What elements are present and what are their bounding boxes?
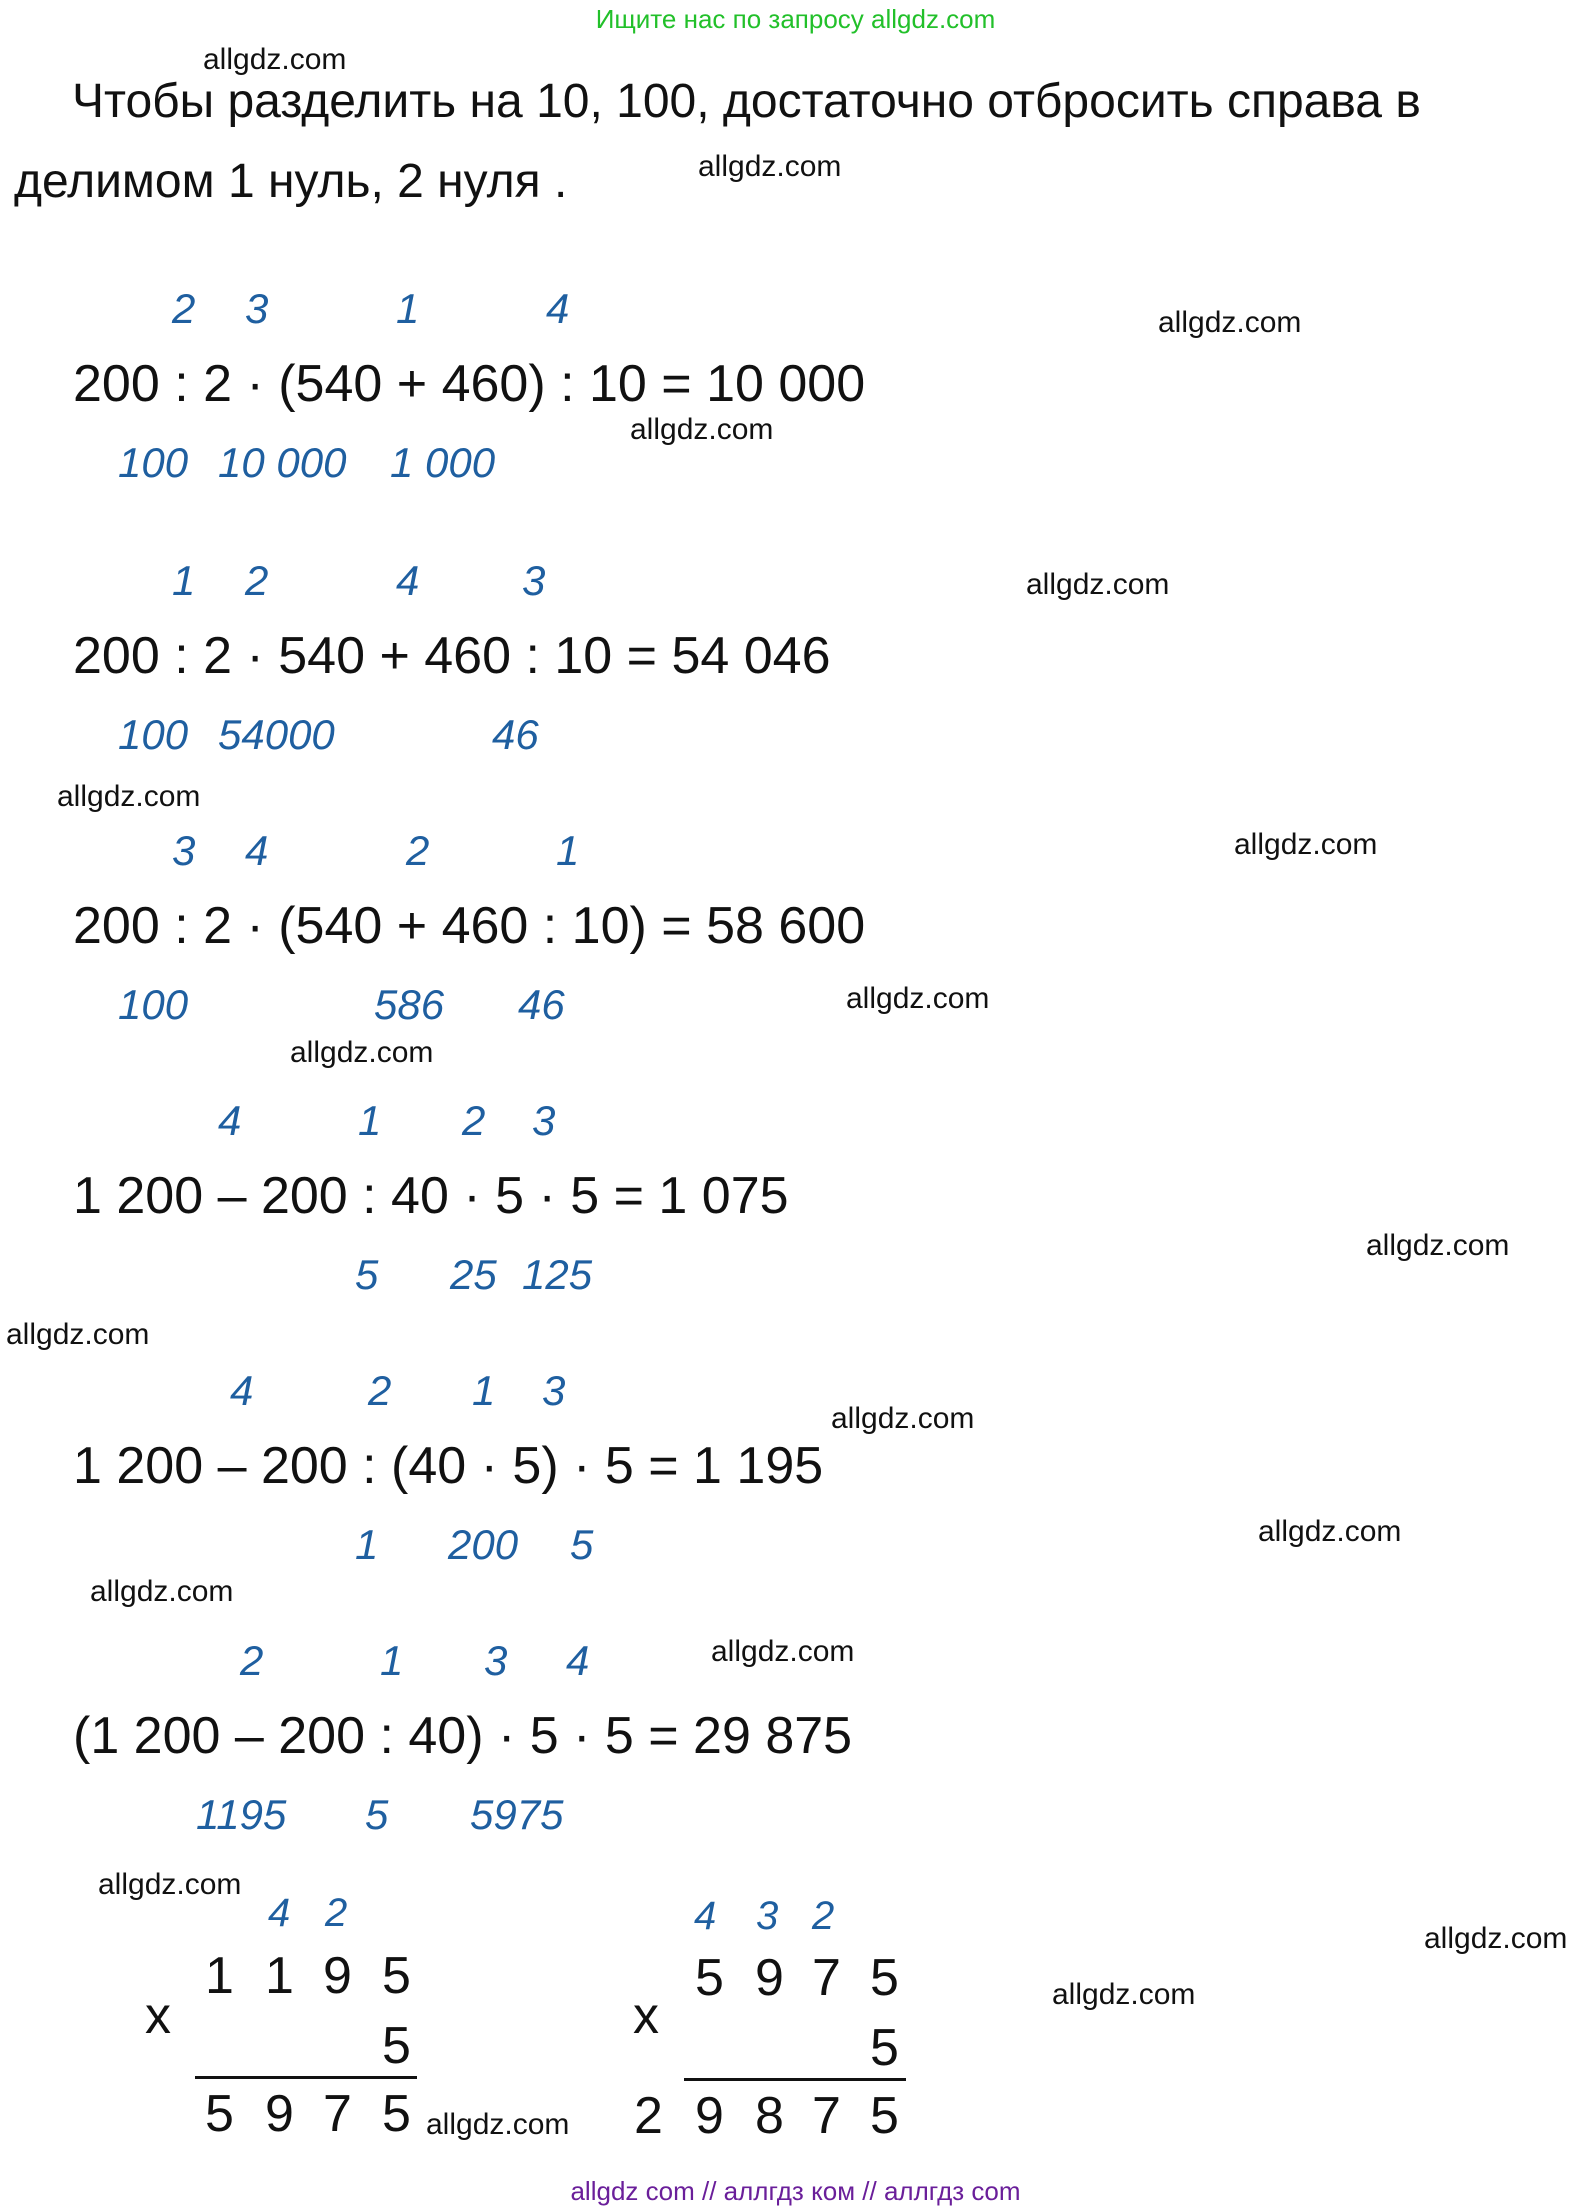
watermark: allgdz.com bbox=[57, 780, 201, 813]
order-number: 3 bbox=[172, 827, 196, 874]
watermark: allgdz.com bbox=[290, 1036, 434, 1069]
multiplicand-digit: 9 bbox=[755, 1949, 784, 2007]
multiplier-digit: 5 bbox=[382, 2017, 411, 2075]
watermark: allgdz.com bbox=[6, 1318, 150, 1351]
product-digit: 7 bbox=[812, 2087, 841, 2145]
watermark: allgdz.com bbox=[1026, 568, 1170, 601]
step-result: 1195 bbox=[196, 1791, 287, 1838]
watermark: allgdz.com bbox=[98, 1868, 242, 1901]
watermark: allgdz.com bbox=[698, 150, 842, 183]
step-result: 100 bbox=[118, 439, 189, 486]
order-number: 2 bbox=[406, 827, 430, 874]
order-number: 2 bbox=[245, 557, 269, 604]
order-number: 3 bbox=[522, 557, 546, 604]
product-digit: 7 bbox=[323, 2085, 352, 2143]
step-result: 46 bbox=[492, 711, 539, 758]
order-number: 4 bbox=[546, 285, 570, 332]
step-result: 5 bbox=[365, 1791, 389, 1838]
multiplicand-digit: 5 bbox=[382, 1947, 411, 2005]
order-number: 4 bbox=[245, 827, 269, 874]
result-line bbox=[195, 2076, 417, 2079]
expression: 200 : 2 · 540 + 460 : 10 = 54 046 bbox=[73, 627, 831, 685]
watermark: allgdz.com bbox=[426, 2108, 570, 2141]
product-digit: 9 bbox=[265, 2085, 294, 2143]
expression: (1 200 – 200 : 40) · 5 · 5 = 29 875 bbox=[73, 1707, 853, 1765]
order-number: 1 bbox=[556, 827, 580, 874]
order-number: 2 bbox=[172, 285, 196, 332]
step-result: 100 bbox=[118, 981, 189, 1028]
carry-digit: 2 bbox=[812, 1894, 835, 1938]
carry-digit: 4 bbox=[694, 1894, 717, 1938]
carry-digit: 4 bbox=[268, 1891, 291, 1935]
order-number: 1 bbox=[472, 1367, 496, 1414]
step-result: 586 bbox=[374, 981, 445, 1028]
product-digit: 5 bbox=[382, 2085, 411, 2143]
order-number: 3 bbox=[484, 1637, 508, 1684]
multiplier-digit: 5 bbox=[870, 2019, 899, 2077]
order-number: 2 bbox=[462, 1097, 486, 1144]
expression: 200 : 2 · (540 + 460) : 10 = 10 000 bbox=[73, 355, 866, 413]
result-line bbox=[684, 2078, 906, 2081]
multiply-sign: x bbox=[633, 1987, 659, 2045]
step-result: 5 bbox=[570, 1521, 594, 1568]
header-banner: Ищите нас по запросу allgdz.com bbox=[595, 4, 996, 34]
product-digit: 5 bbox=[870, 2087, 899, 2145]
order-number: 4 bbox=[218, 1097, 242, 1144]
step-result: 125 bbox=[522, 1251, 593, 1298]
multiplicand-digit: 1 bbox=[205, 1947, 234, 2005]
multiplicand-digit: 1 bbox=[265, 1947, 294, 2005]
product-digit: 5 bbox=[205, 2085, 234, 2143]
order-number: 3 bbox=[532, 1097, 556, 1144]
footer-banner: allgdz com // аллгдз ком // аллгдз com bbox=[570, 2176, 1021, 2206]
multiply-sign: x bbox=[145, 1987, 171, 2045]
watermark: allgdz.com bbox=[1234, 828, 1378, 861]
watermark: allgdz.com bbox=[831, 1402, 975, 1435]
step-result: 1 000 bbox=[390, 439, 496, 486]
watermark: allgdz.com bbox=[630, 413, 774, 446]
step-result: 5975 bbox=[470, 1791, 564, 1838]
expression: 1 200 – 200 : (40 · 5) · 5 = 1 195 bbox=[73, 1437, 824, 1495]
order-number: 3 bbox=[542, 1367, 566, 1414]
order-number: 4 bbox=[566, 1637, 590, 1684]
watermark: allgdz.com bbox=[846, 982, 990, 1015]
multiplicand-digit: 5 bbox=[695, 1949, 724, 2007]
watermark: allgdz.com bbox=[1366, 1229, 1510, 1262]
order-number: 4 bbox=[396, 557, 420, 604]
carry-digit: 3 bbox=[756, 1894, 779, 1938]
watermark: allgdz.com bbox=[1158, 306, 1302, 339]
step-result: 10 000 bbox=[218, 439, 347, 486]
step-result: 54000 bbox=[218, 711, 335, 758]
watermark: allgdz.com bbox=[203, 43, 347, 76]
step-result: 46 bbox=[518, 981, 565, 1028]
watermark: allgdz.com bbox=[1424, 1922, 1568, 1955]
order-number: 2 bbox=[240, 1637, 264, 1684]
step-result: 100 bbox=[118, 711, 189, 758]
step-result: 200 bbox=[448, 1521, 519, 1568]
step-result: 25 bbox=[450, 1251, 497, 1298]
carry-digit: 2 bbox=[325, 1891, 348, 1935]
step-result: 1 bbox=[355, 1521, 379, 1568]
multiplicand-digit: 7 bbox=[812, 1949, 841, 2007]
order-number: 2 bbox=[368, 1367, 392, 1414]
order-number: 1 bbox=[396, 285, 420, 332]
rule-line-2: делимом 1 нуль, 2 нуля . bbox=[14, 155, 568, 208]
product-digit: 9 bbox=[695, 2087, 724, 2145]
watermark: allgdz.com bbox=[1258, 1515, 1402, 1548]
order-number: 4 bbox=[230, 1367, 254, 1414]
watermark: allgdz.com bbox=[90, 1575, 234, 1608]
watermark: allgdz.com bbox=[1052, 1978, 1196, 2011]
order-number: 1 bbox=[358, 1097, 382, 1144]
product-digit: 8 bbox=[755, 2087, 784, 2145]
order-number: 1 bbox=[380, 1637, 404, 1684]
order-number: 3 bbox=[245, 285, 269, 332]
expression: 1 200 – 200 : 40 · 5 · 5 = 1 075 bbox=[73, 1167, 789, 1225]
multiplicand-digit: 9 bbox=[323, 1947, 352, 2005]
step-result: 5 bbox=[355, 1251, 379, 1298]
order-number: 1 bbox=[172, 557, 196, 604]
rule-line-1: Чтобы разделить на 10, 100, достаточно отбросить справа в bbox=[72, 75, 1421, 128]
product-digit: 2 bbox=[634, 2087, 663, 2145]
watermark: allgdz.com bbox=[711, 1635, 855, 1668]
multiplicand-digit: 5 bbox=[870, 1949, 899, 2007]
expression: 200 : 2 · (540 + 460 : 10) = 58 600 bbox=[73, 897, 866, 955]
